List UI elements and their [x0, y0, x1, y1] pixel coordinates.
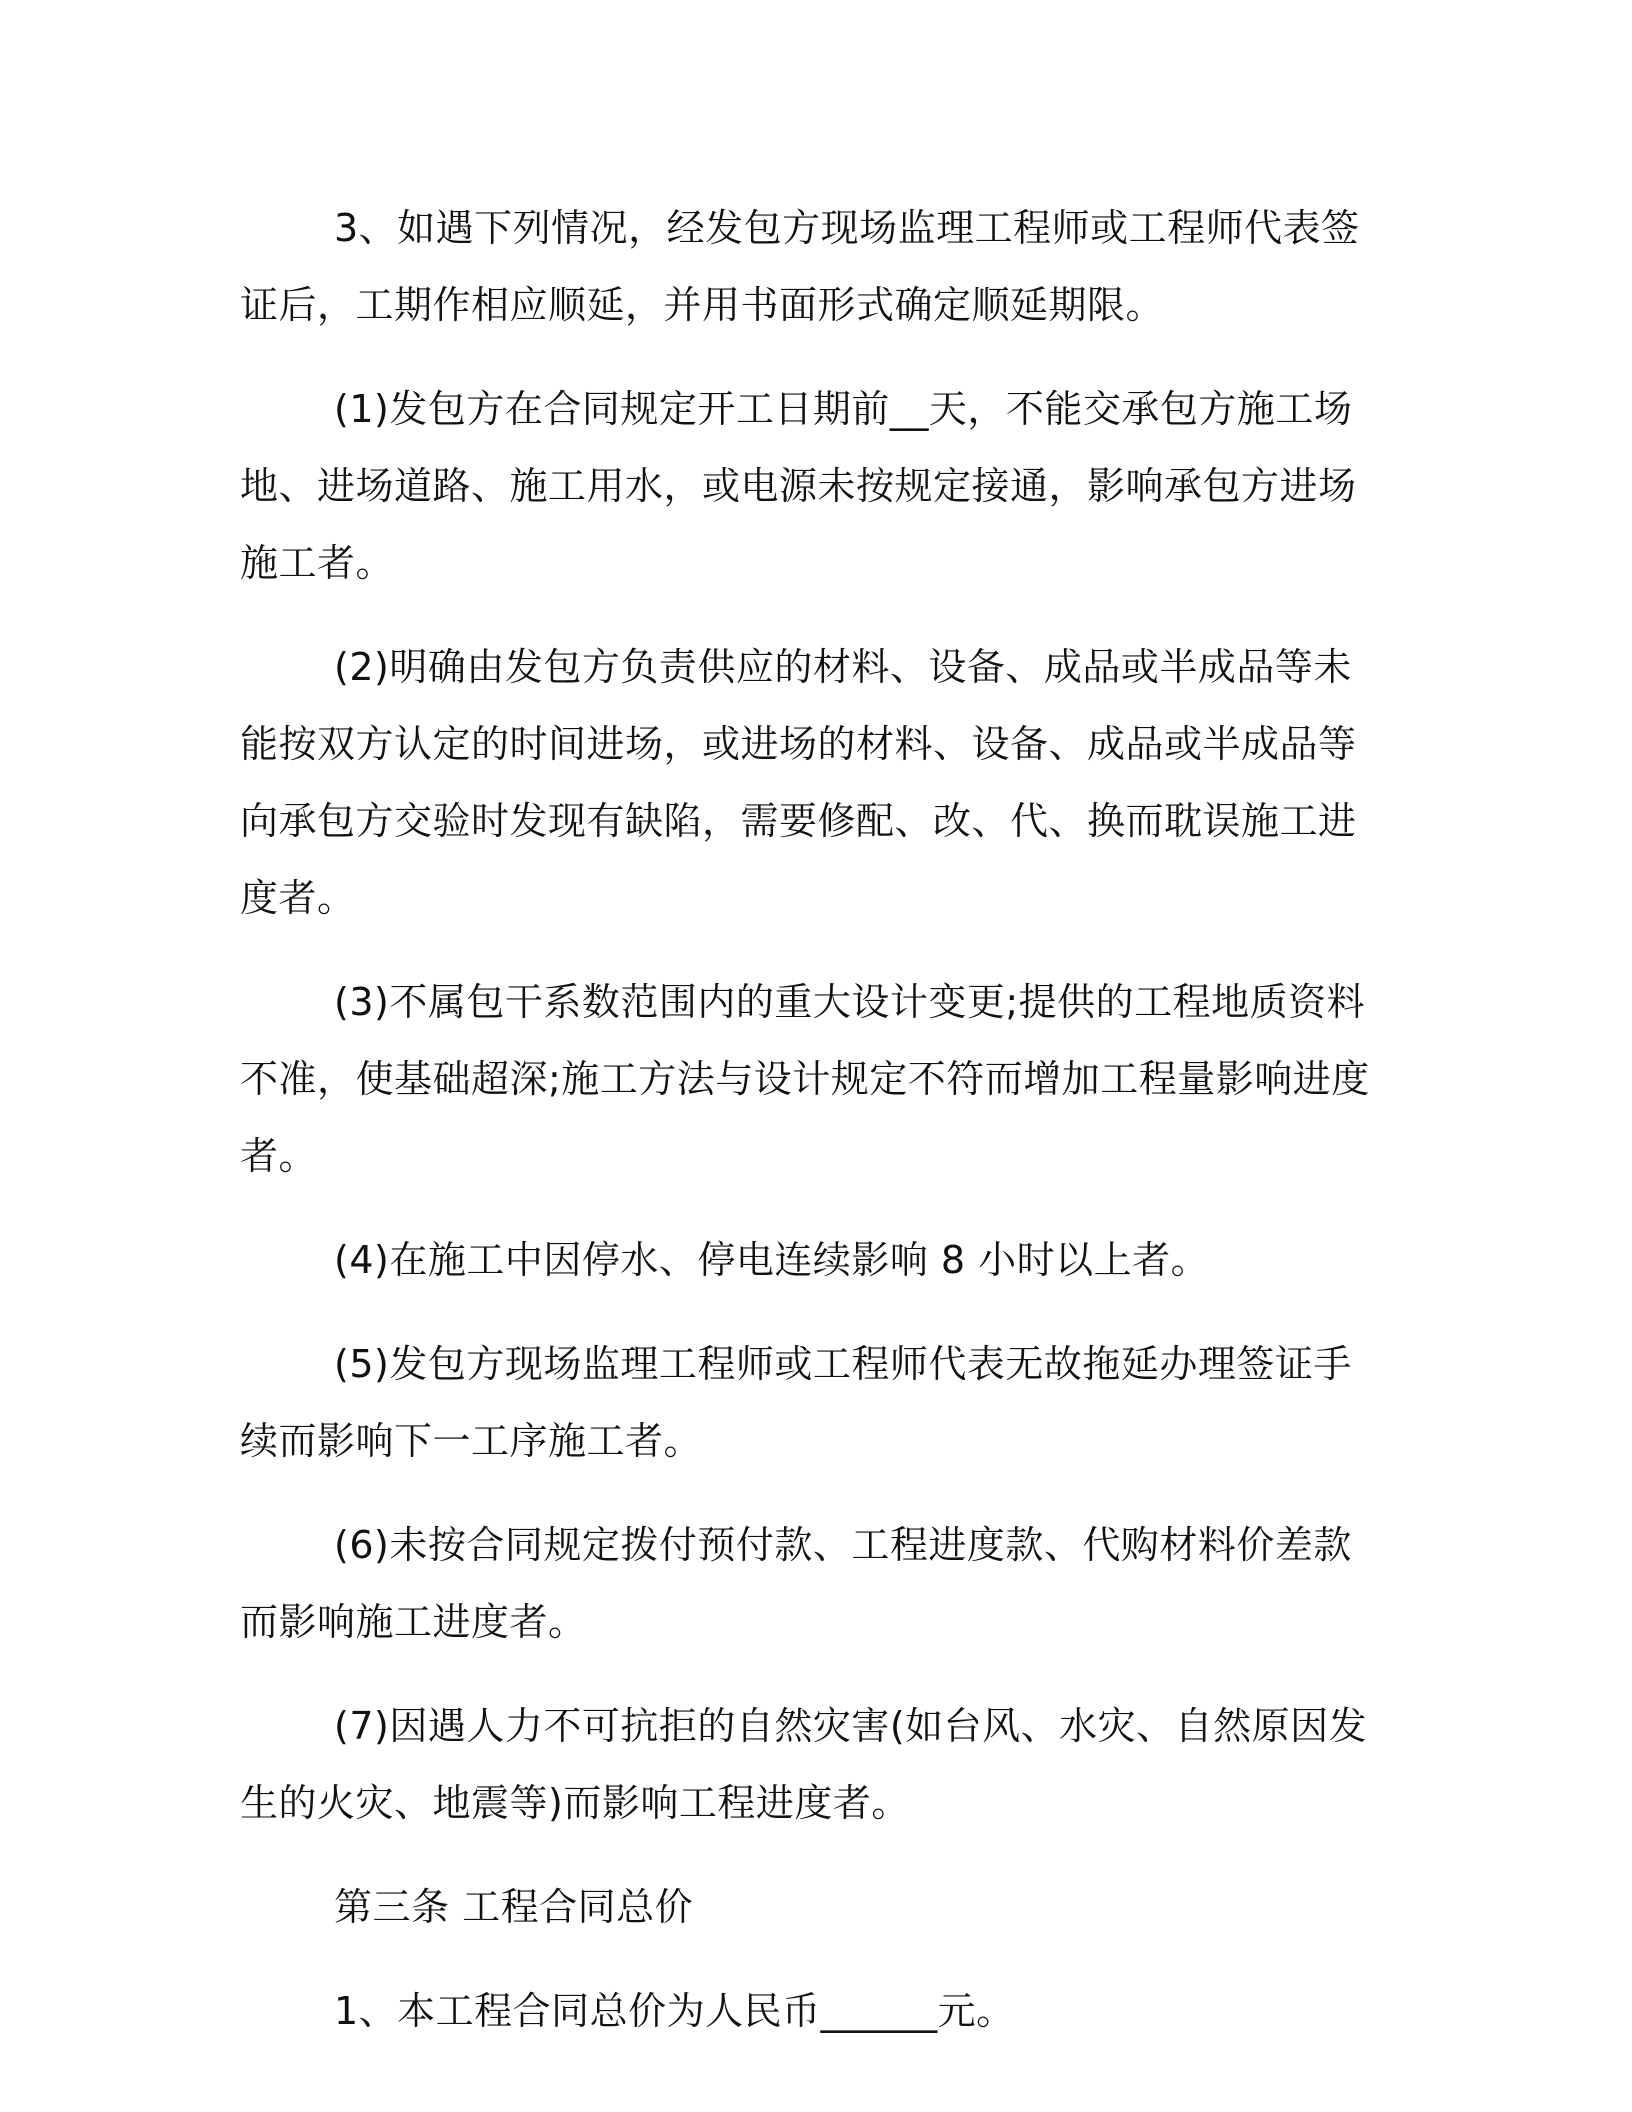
paragraph-contract-total: 1、本工程合同总价为人民币______元。	[334, 1989, 1015, 2033]
paragraph-item-1: (1)发包方在合同规定开工日期前__天，不能交承包方施工场地、进场道路、施工用水，或电源未按规定接通，影响承包方进场施工者。	[240, 387, 1357, 585]
paragraph-item-5: (5)发包方现场监理工程师或工程师代表无故拖延办理签证手续而影响下一工序施工者。	[240, 1342, 1352, 1463]
paragraph-item-2: (2)明确由发包方负责供应的材料、设备、成品或半成品等未能按双方认定的时间进场，或进场的材料、设备、成品或半成品等向承包方交验时发现有缺陷，需要修配、改、代、换而耽误施工进度者。	[240, 645, 1357, 920]
paragraph-item-7: (7)因遇人力不可抗拒的自然灾害(如台风、水灾、自然原因发生的火灾、地震等)而影响工程进度者。	[240, 1704, 1368, 1825]
paragraph-item-3: (3)不属包干系数范围内的重大设计变更;提供的工程地质资料不准，使基础超深;施工方法与设计规定不符而增加工程量影响进度者。	[240, 980, 1370, 1178]
document-body	[240, 190, 1380, 2077]
paragraph-item-6: (6)未按合同规定拨付预付款、工程进度款、代购材料价差款而影响施工进度者。	[240, 1523, 1352, 1644]
paragraph-clause-3: 3、如遇下列情况，经发包方现场监理工程师或工程师代表签证后，工期作相应顺延，并用书面形式确定顺延期限。	[240, 206, 1360, 327]
paragraph-item-4: (4)在施工中因停水、停电连续影响 8 小时以上者。	[334, 1238, 1210, 1282]
section-heading-article-3: 第三条 工程合同总价	[334, 1885, 694, 1929]
